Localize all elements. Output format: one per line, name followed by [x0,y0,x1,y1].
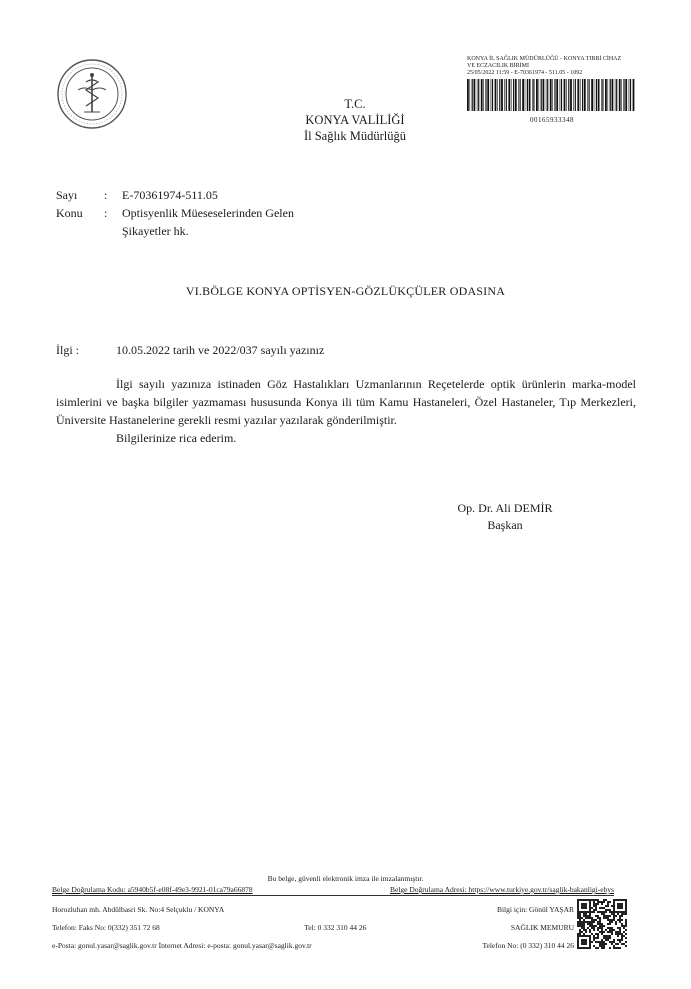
stamp-line-1: KONYA İL SAĞLIK MÜDÜRLÜĞÜ - KONYA TIBBİ CİHAZ [467,56,622,62]
ilgi-label: İlgi [56,343,73,357]
document-meta [56,186,294,240]
body-paragraph-1: İlgi sayılı yazınıza istinaden Göz Hastalıkları Uzmanlarının Reçetelerde optik ürünlerin marka-model isimlerini ve başka bilgiler yazmaması hususunda Konya ili tüm Kamu Hastaneleri, Özel Hastaneler, Tıp Merkezleri, Üniversite Hastanelerine gerekli resmi yazılar yazılarak gönderilmiştir. [56,377,636,427]
footer-email: e-Posta: gonul.yasar@saglik.gov.tr İnternet Adresi: e-posta: gonul.yasar@saglik.gov.tr [52,941,312,950]
barcode-number: 00165933348 [530,116,574,124]
sayi-value: E-70361974-511.05 [122,188,218,202]
colon: : [104,206,108,220]
registry-stamp [467,56,653,124]
letterhead-line-tc: T.C. [344,97,366,111]
body-paragraph-2: Bilgilerinize rica ederim. [116,431,237,445]
qr-code-icon [577,899,627,949]
sayi-label: Sayı [56,188,78,202]
letterhead-line-directorate: İl Sağlık Müdürlüğü [303,129,407,143]
footer-address: Horozluhan mh. Abdülbasri Sk. No:4 Selçuklu / KONYA [52,905,225,914]
stamp-line-3: 25/05/2022 11:59 - E-70361974 - 511.05 - 1092 [467,70,583,76]
contact-footer [52,901,574,955]
signature-block [440,500,570,534]
signer-name: Op. Dr. Ali DEMİR [457,501,553,515]
ilgi-value: 10.05.2022 tarih ve 2022/037 sayılı yazınız [116,343,325,357]
ministry-seal-icon [56,58,128,130]
colon: : [104,188,108,202]
barcode-icon [467,79,637,111]
signer-title: Başkan [487,518,523,532]
footer-contact-title: SAĞLIK MEMURU [510,923,574,932]
footer-phone-fax: Telefon: Faks No: 0(332) 351 72 68 [52,923,160,932]
verification-line [52,885,614,896]
stamp-line-2: VE ECZACILIK BİRİMİ [467,63,529,69]
reference: İlgi : 10.05.2022 tarih ve 2022/037 sayılı yazınız [56,343,325,357]
esign-note: Bu belge, güvenli elektronik imza ile imzalanmıştır. [267,874,424,883]
addressee: VI.BÖLGE KONYA OPTİSYEN-GÖZLÜKÇÜLER ODASINA [185,284,506,298]
verify-address[interactable]: Belge Doğrulama Adresi: https://www.turkiye.gov.tr/saglik-bakanligi-ebys [390,885,614,894]
konu-value-2: Şikayetler hk. [122,224,189,238]
footer-contact-name: Bilgi için: Gönül YAŞAR [496,905,574,914]
konu-label: Konu [56,206,83,220]
verify-code: Belge Doğrulama Kodu: a5940b5f-e08f-49e3-9921-01ca79a66878 [52,885,253,894]
letterhead-line-governorship: KONYA VALİLİĞİ [305,113,405,127]
letter-body [56,375,636,447]
konu-value-1: Optisyenlik Müeseselerinden Gelen [122,206,294,220]
letterhead [220,96,490,144]
footer-contact-phone: Telefon No: (0 332) 310 44 26 [482,941,574,950]
footer-tel: Tel: 0 332 310 44 26 [304,923,367,932]
